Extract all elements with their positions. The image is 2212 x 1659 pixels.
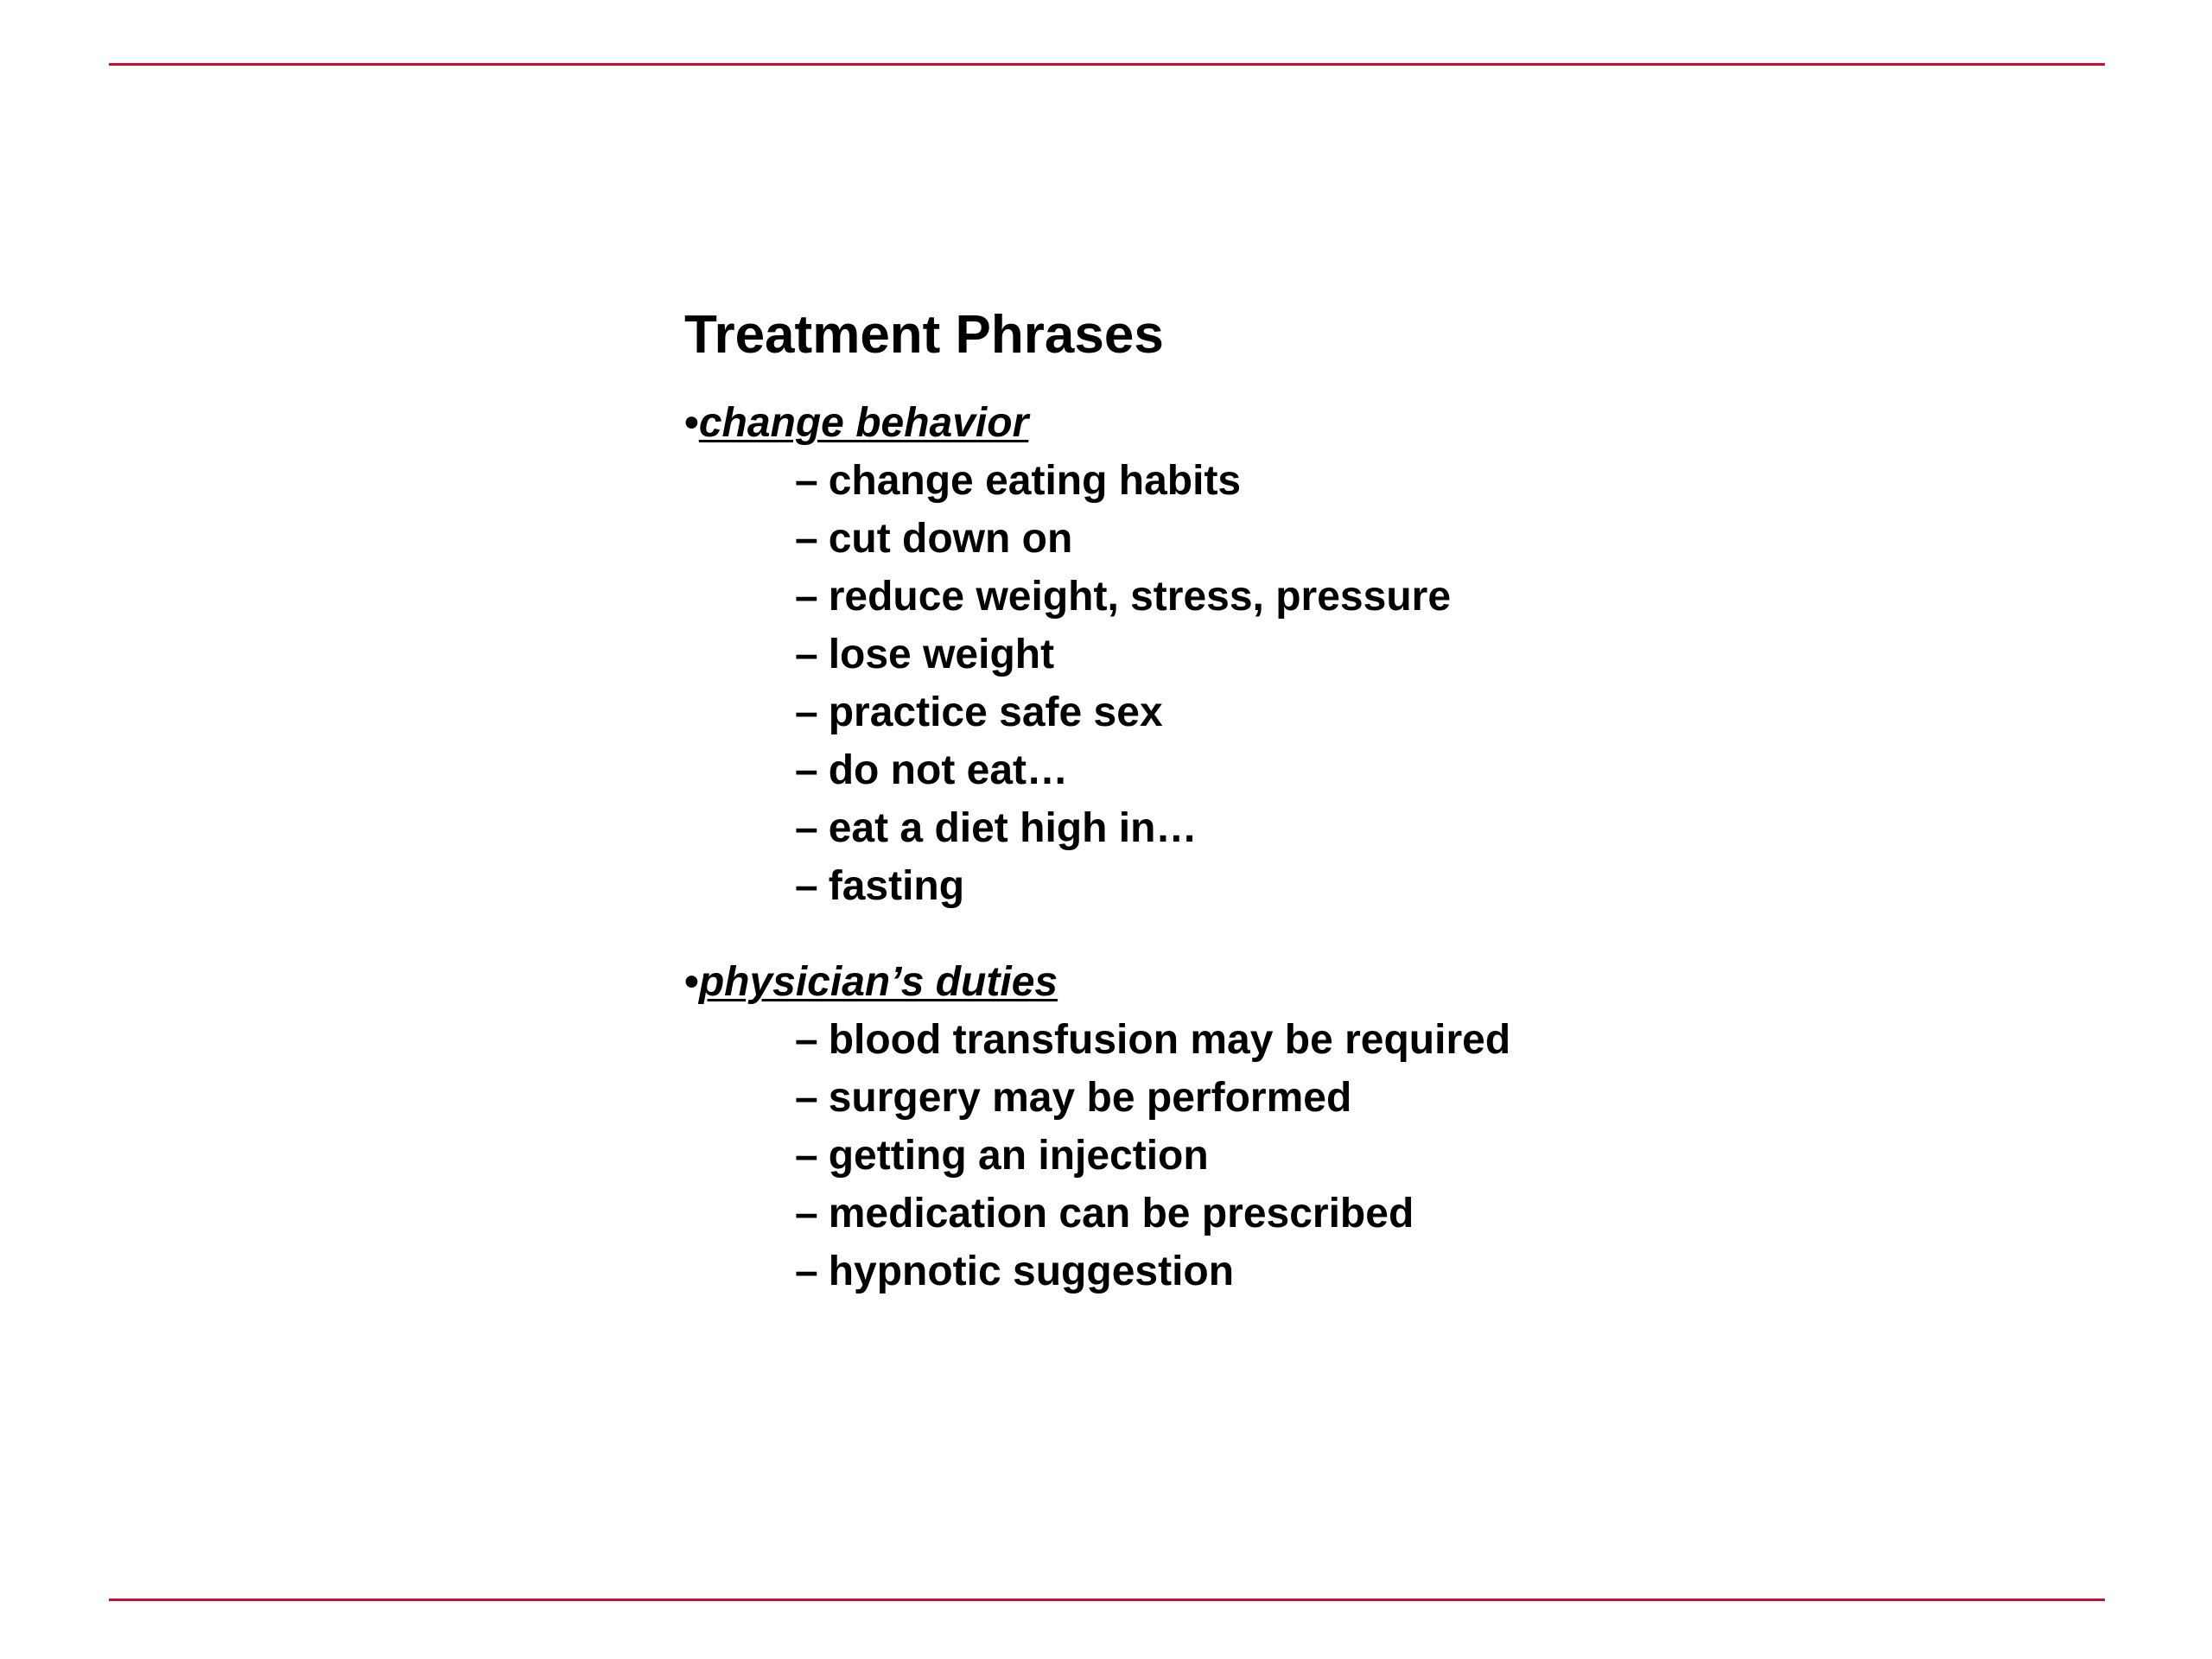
dash-icon: – <box>795 863 818 909</box>
dash-icon: – <box>795 1191 818 1236</box>
list-item-text: fasting <box>828 863 965 909</box>
list-item <box>795 626 1894 683</box>
list-item-text: lose weight <box>828 632 1055 677</box>
list-item <box>795 1243 1894 1300</box>
list-item-text: eat a diet high in… <box>828 805 1198 851</box>
list-item-text: blood transfusion may be required <box>828 1017 1511 1063</box>
bullet-icon: • <box>684 400 699 446</box>
list-item <box>795 741 1894 799</box>
list-item <box>795 857 1894 915</box>
section-change-behavior <box>684 394 1894 915</box>
dash-icon: – <box>795 805 818 851</box>
section-label: physician’s duties <box>698 959 1058 1005</box>
list-item <box>795 799 1894 857</box>
list-item <box>795 1011 1894 1069</box>
dash-icon: – <box>795 574 818 620</box>
list-item <box>795 683 1894 741</box>
list-item <box>795 1127 1894 1185</box>
dash-icon: – <box>795 458 818 504</box>
section-label: change behavior <box>698 400 1029 446</box>
slide-title: Treatment Phrases <box>684 305 1164 365</box>
list-item-text: practice safe sex <box>828 690 1163 735</box>
bullet-icon: • <box>684 959 699 1005</box>
list-item-text: cut down on <box>828 516 1073 562</box>
list-item <box>795 568 1894 626</box>
list-item-text: medication can be prescribed <box>828 1191 1414 1236</box>
list-item-text: getting an injection <box>828 1133 1209 1179</box>
bottom-divider <box>109 1599 2105 1601</box>
phrase-list <box>684 452 1894 915</box>
dash-icon: – <box>795 1075 818 1121</box>
section-heading <box>684 394 1894 452</box>
list-item <box>795 1069 1894 1127</box>
dash-icon: – <box>795 516 818 562</box>
top-divider <box>109 63 2105 66</box>
list-item-text: change eating habits <box>828 458 1242 504</box>
dash-icon: – <box>795 1249 818 1294</box>
dash-icon: – <box>795 1133 818 1179</box>
list-item <box>795 1185 1894 1243</box>
dash-icon: – <box>795 632 818 677</box>
phrase-list <box>684 1011 1894 1300</box>
list-item <box>795 510 1894 568</box>
dash-icon: – <box>795 747 818 793</box>
slide-content <box>684 301 1894 1300</box>
list-item-text: do not eat… <box>828 747 1069 793</box>
list-item-text: hypnotic suggestion <box>828 1249 1235 1294</box>
dash-icon: – <box>795 690 818 735</box>
list-item-text: surgery may be performed <box>828 1075 1352 1121</box>
section-heading <box>684 953 1894 1011</box>
section-physicians-duties <box>684 953 1894 1300</box>
list-item <box>795 452 1894 510</box>
dash-icon: – <box>795 1017 818 1063</box>
list-item-text: reduce weight, stress, pressure <box>828 574 1452 620</box>
